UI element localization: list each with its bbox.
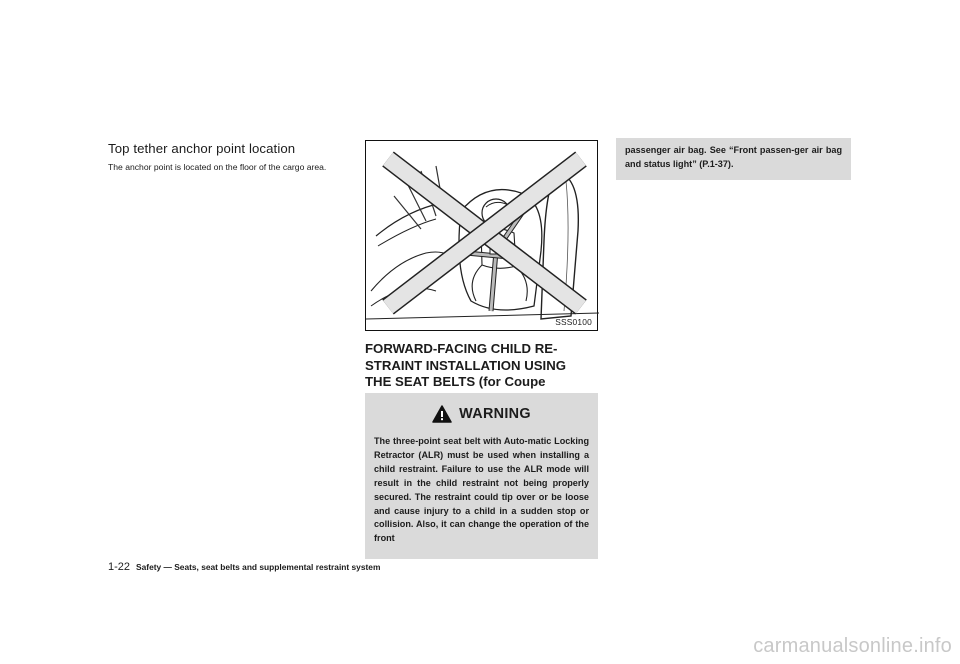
figure-code: SSS0100 xyxy=(555,317,592,327)
page-number: 1-22 xyxy=(108,561,131,573)
warning-triangle-icon xyxy=(432,405,452,423)
section-heading: Top tether anchor point location xyxy=(108,141,296,156)
child-restraint-figure xyxy=(365,140,598,331)
warning-header xyxy=(365,393,598,431)
warning-text: The three-point seat belt with Auto-matic Locking Retractor (ALR) must be used when installing a child restraint. Failure to use the ALR mode will result in the child restraint not being properly secured. The restraint could tip over or be loose and cause injury to a child in a sudden stop or collision. Also, it can change the operation of the front xyxy=(374,436,589,544)
warning-continuation-box xyxy=(616,138,851,180)
forward-facing-child-seat-illustration xyxy=(366,141,599,332)
body-paragraph: The anchor point is located on the floor of the cargo area. xyxy=(108,162,327,172)
warning-title: WARNING xyxy=(459,406,531,422)
page-footer xyxy=(108,561,380,573)
watermark: carmanualsonline.info xyxy=(753,635,952,657)
warning-box xyxy=(365,393,598,559)
footer-title: Safety — Seats, seat belts and supplemental restraint system xyxy=(136,562,381,572)
left-column xyxy=(108,140,346,174)
section-heading: FORWARD-FACING CHILD RE-STRAINT INSTALLATION USING THE SEAT BELTS (for Coupe xyxy=(365,341,566,389)
middle-column xyxy=(365,140,598,407)
warning-continuation-text: passenger air bag. See “Front passen-ger air bag and status light” (P.1-37). xyxy=(625,145,842,169)
